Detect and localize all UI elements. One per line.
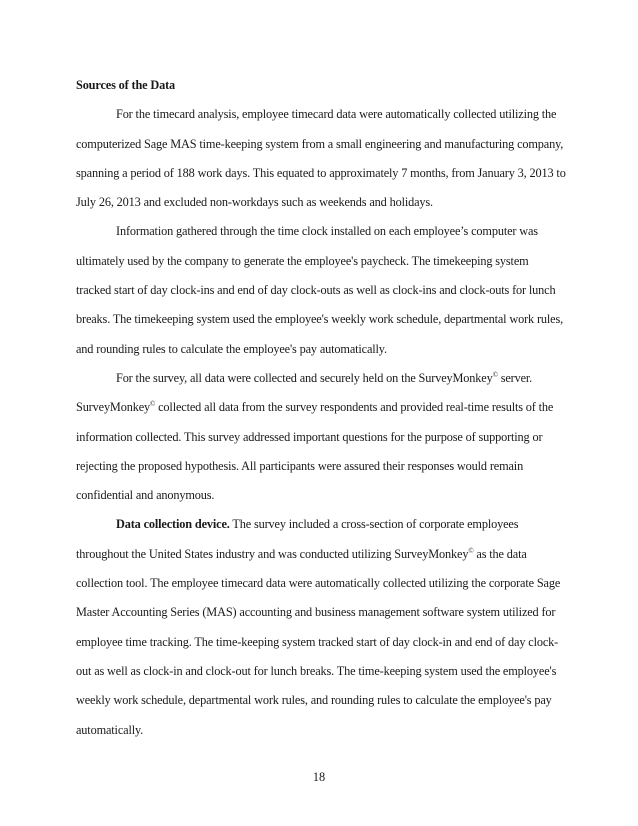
copyright-mark: © [150,400,156,409]
body-text [76,71,566,745]
copyright-mark: © [492,370,498,379]
section-heading: Sources of the Data [76,78,176,92]
paragraph-data-collection-device [76,510,566,744]
paragraph-survey [76,364,566,510]
survey-text-1: For the survey, all data were collected and securely held on the SurveyMonkey [116,370,493,385]
device-text-1: The survey included a cross-section of corporate employees throughout the United States industry and was conducted utilizing SurveyMonkey [76,517,519,561]
copyright-mark: © [468,546,474,555]
survey-text-3: collected all data from the survey respondents and provided real-time results of the information collected. This survey addressed important questions for the purpose of supporting or rejecting the proposed hypothesis. All participants were assured their responses would remain confidential and anonymous. [76,400,554,503]
device-text-2: as the data collection tool. The employee timecard data were automatically collected utilizing the corporate Sage Master Accounting Series (MAS) accounting and business management software system utilized for employee time tracking. The time-keeping system tracked start of day clock-in and end of day clock-out as well as clock-in and clock-out for lunch breaks. The time-keeping system used the employee's weekly work schedule, departmental work rules, and rounding rules to calculate the employee's pay automatically. [76,546,561,737]
paragraph-time-clock: Information gathered through the time clock installed on each employee’s computer was ultimately used by the company to generate the employee's paycheck. The timekeeping system tracked start of day clock-ins and end of day clock-outs as well as clock-ins and clock-outs for lunch breaks. The timekeeping system used the employee's weekly work schedule, departmental work rules, and rounding rules to calculate the employee's pay automatically. [76,224,564,356]
paragraph-timecard-analysis: For the timecard analysis, employee timecard data were automatically collected utilizing the computerized Sage MAS time-keeping system from a small engineering and manufacturing company, spanning a period of 188 work days. This equated to approximately 7 months, from January 3, 2013 to July 26, 2013 and excluded non-workdays such as weekends and holidays. [76,107,566,210]
run-in-heading: Data collection device. [116,517,230,532]
survey-text-2: server. SurveyMonkey [76,370,533,415]
page-number: 18 [312,770,326,784]
